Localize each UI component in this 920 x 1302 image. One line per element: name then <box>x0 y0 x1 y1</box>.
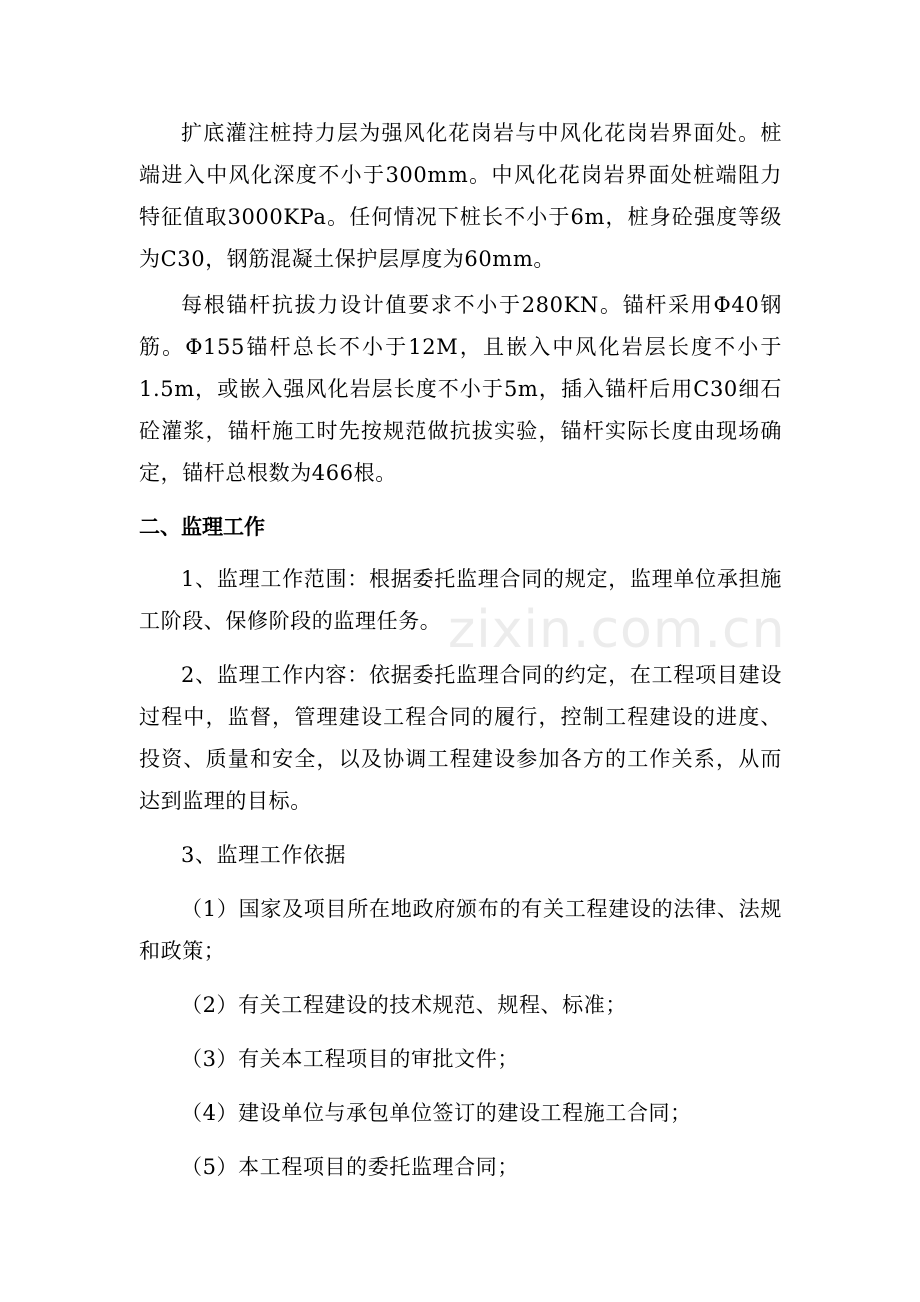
watermark: zixin.com.cn <box>448 600 786 660</box>
basis-item-2: （2）有关工程建设的技术规范、规程、标准； <box>181 993 627 1017</box>
section-heading-supervision-work: 二、监理工作 <box>139 515 265 539</box>
work-item-content: 2、监理工作内容：依据委托监理合同的约定，在工程项目建设过程中，监督，管理建设工程合同的履行，控制工程建设的进度、投资、质量和安全，以及协调工程建设参加各方的工作关系，从而达到监理的目标。 <box>139 663 782 813</box>
work-item-basis-title: 3、监理工作依据 <box>181 843 347 867</box>
basis-item-5: （5）本工程项目的委托监理合同； <box>181 1155 519 1179</box>
basis-item-4: （4）建设单位与承包单位签订的建设工程施工合同； <box>181 1101 692 1125</box>
basis-item-1: （1）国家及项目所在地政府颁布的有关工程建设的法律、法规和政策； <box>139 897 782 963</box>
basis-item-3: （3）有关本工程项目的审批文件； <box>181 1047 519 1071</box>
paragraph-anchor-rod: 每根锚杆抗拔力设计值要求不小于280KN。锚杆采用Φ40钢筋。Φ155锚杆总长不小于12M，且嵌入中风化岩层长度不小于1.5m，或嵌入强风化岩层长度不小于5m，插入锚杆后用C30细石砼灌浆，锚杆施工时先按规范做抗拔实验，锚杆实际长度由现场确定，锚杆总根数为466根。 <box>139 293 782 485</box>
paragraph-pile-foundation: 扩底灌注桩持力层为强风化花岗岩与中风化花岗岩界面处。桩端进入中风化深度不小于300mm。中风化花岗岩界面处桩端阻力特征值取3000KPa。任何情况下桩长不小于6m，桩身砼强度等级为C30，钢筋混凝土保护层厚度为60mm。 <box>139 121 782 271</box>
work-item-scope: 1、监理工作范围：根据委托监理合同的规定，监理单位承担施工阶段、保修阶段的监理任务。 <box>139 567 782 633</box>
document-body <box>139 112 782 1200</box>
